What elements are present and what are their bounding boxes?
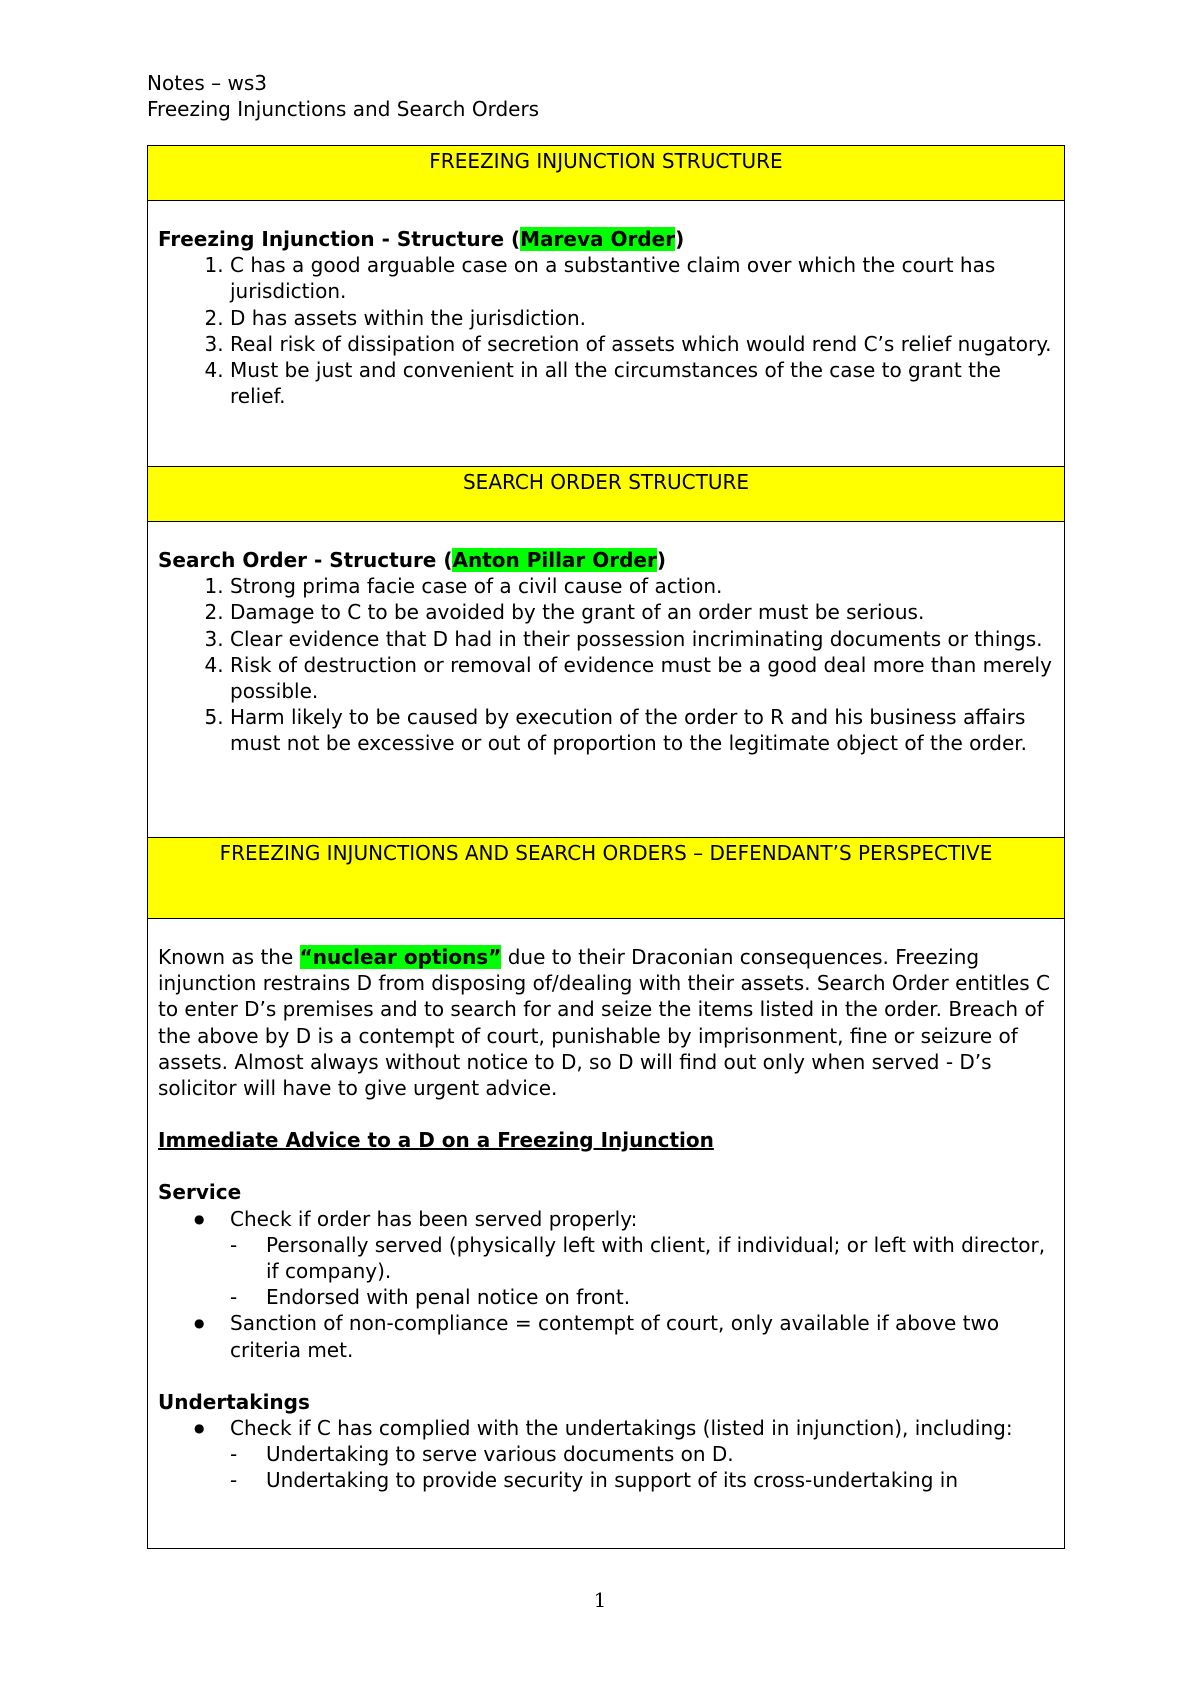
notes-title: Notes – ws3 <box>147 71 267 95</box>
list-item: 4. Must be just and convenient in all the circumstances of the case to grant the relief. <box>230 357 1054 409</box>
list-item: 3. Real risk of dissipation of secretion of assets which would rend C’s relief nugatory. <box>230 331 1054 357</box>
freezing-injunction-heading: FREEZING INJUNCTION STRUCTURE <box>148 146 1065 201</box>
defendant-perspective-heading: FREEZING INJUNCTIONS AND SEARCH ORDERS – DEFENDANT’S PERSPECTIVE <box>148 838 1065 919</box>
list-item: 1. Strong prima facie case of a civil cause of action. <box>230 573 1054 599</box>
search-order-list <box>158 573 1054 756</box>
page-number: 1 <box>593 1588 607 1612</box>
list-item: - Endorsed with penal notice on front. <box>266 1284 1054 1310</box>
list-item: 1. C has a good arguable case on a substantive claim over which the court has jurisdiction. <box>230 252 1054 304</box>
document-header <box>147 70 539 122</box>
undertakings-sublist <box>230 1441 1054 1493</box>
list-item: 5. Harm likely to be caused by execution of the order to R and his business affairs must not be excessive or out of proportion to the legitimate object of the order. <box>230 704 1054 756</box>
freezing-injunction-list <box>158 252 1054 409</box>
freezing-injunction-content <box>148 201 1065 467</box>
list-item: 3. Clear evidence that D had in their possession incriminating documents or things. <box>230 626 1054 652</box>
service-sublist <box>230 1232 1054 1311</box>
mareva-order-highlight: Mareva Order <box>520 227 676 251</box>
service-title: Service <box>158 1180 242 1205</box>
undertakings-list <box>158 1415 1054 1494</box>
document-subtitle: Freezing Injunctions and Search Orders <box>147 97 540 122</box>
list-item: - Undertaking to provide security in support of its cross-undertaking in <box>266 1467 1054 1493</box>
list-item: - Personally served (physically left with client, if individual; or left with director, if company). <box>266 1232 1054 1284</box>
list-item: - Undertaking to serve various documents on D. <box>266 1441 1054 1467</box>
search-order-heading: SEARCH ORDER STRUCTURE <box>148 467 1065 522</box>
service-list <box>158 1206 1054 1363</box>
list-item: ● Sanction of non-compliance = contempt of court, only available if above two criteria met. <box>230 1310 1054 1362</box>
anton-pillar-order-highlight: Anton Pillar Order <box>452 548 657 572</box>
notes-table <box>147 145 1065 1549</box>
list-item: ● Check if C has complied with the undertakings (listed in injunction), including: - Undertaking to serve various documents on D. - Undertaking to provide security in support of its cross-undertaking in <box>230 1415 1054 1494</box>
intro-paragraph: Known as the “nuclear options” due to their Draconian consequences. Freezing injunction restrains D from disposing of/dealing with their assets. Search Order entitles C to enter D’s premises and to search for and seize the items listed in the order. Breach of the above by D is a contempt of court, punishable by imprisonment, fine or seizure of assets. Almost always without notice to D, so D will find out only when served - D’s solicitor will have to give urgent advice. <box>158 945 1050 1101</box>
list-item: ● Check if order has been served properly: - Personally served (physically left with client, if individual; or left with director, if company). - Endorsed with penal notice on front. <box>230 1206 1054 1311</box>
freezing-injunction-title: Freezing Injunction - Structure (Mareva Order) <box>158 227 685 251</box>
undertakings-title: Undertakings <box>158 1389 310 1414</box>
defendant-perspective-content <box>148 919 1065 1549</box>
list-item: 2. D has assets within the jurisdiction. <box>230 305 1054 331</box>
list-item: 2. Damage to C to be avoided by the grant of an order must be serious. <box>230 599 1054 625</box>
search-order-content <box>148 522 1065 838</box>
list-item: 4. Risk of destruction or removal of evidence must be a good deal more than merely possible. <box>230 652 1054 704</box>
search-order-title: Search Order - Structure (Anton Pillar Order) <box>158 548 666 572</box>
nuclear-options-highlight: “nuclear options” <box>299 945 502 969</box>
immediate-advice-subheading: Immediate Advice to a D on a Freezing Injunction <box>158 1128 714 1153</box>
